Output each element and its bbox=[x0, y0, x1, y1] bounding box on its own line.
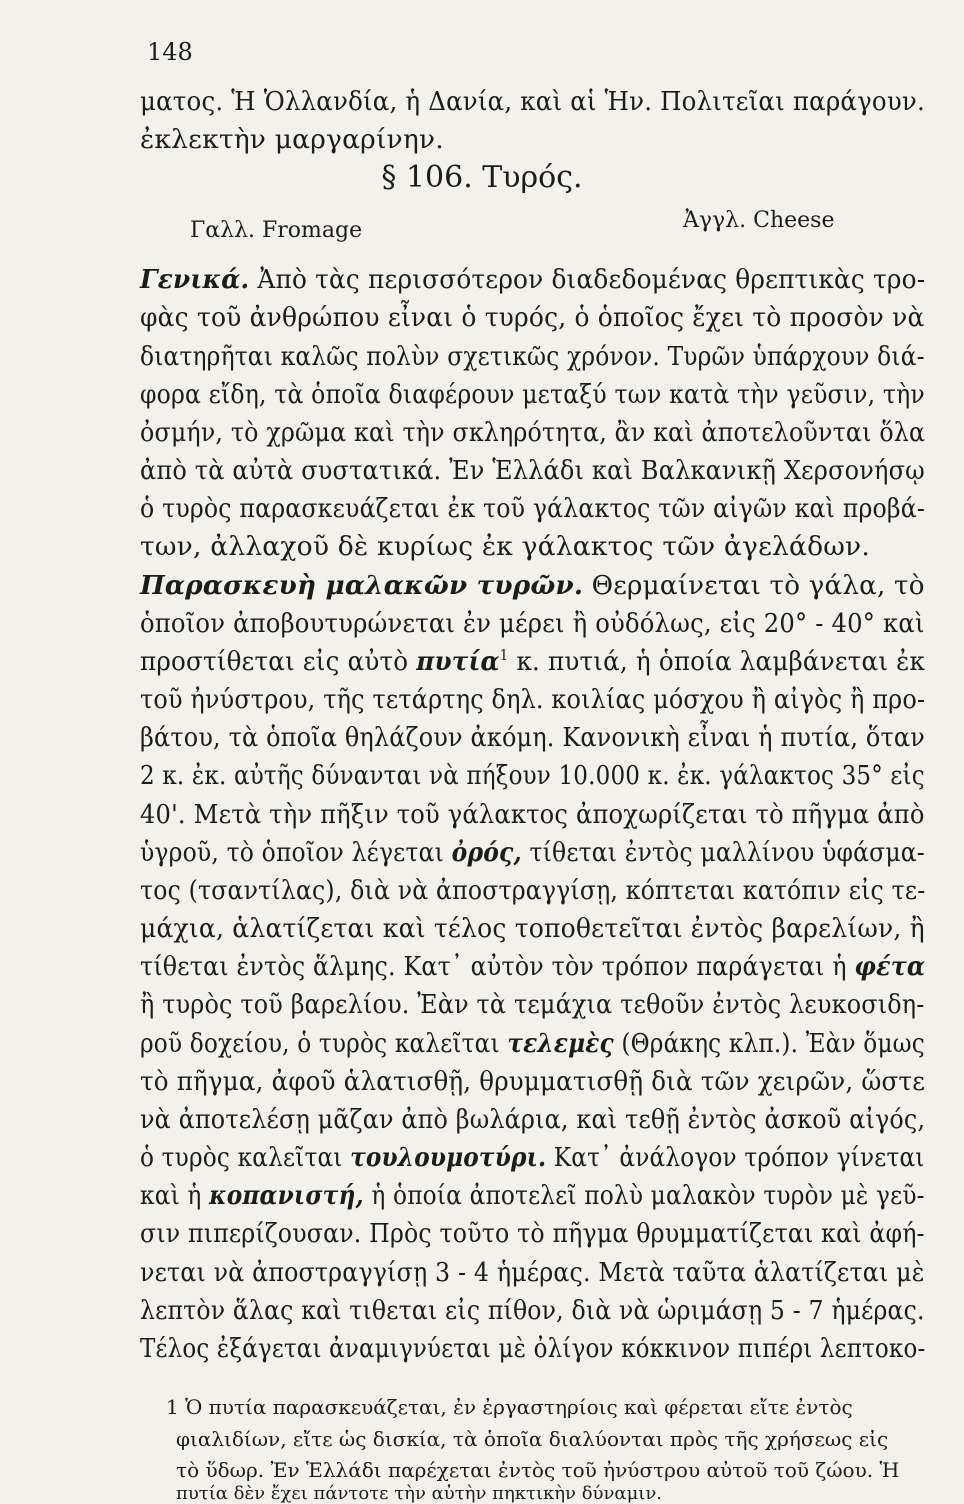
footnote-line: φιαλιδίων, εἴτε ὡς δισκία, τὰ ὁποῖα διαλύονται πρὸς τῆς χρήσεως εἰς bbox=[176, 1427, 889, 1451]
text-line: 40'. Μετὰ τὴν πῆξιν τοῦ γάλακτος ἀποχωρίζεται τὸ πῆγμα ἀπὸ bbox=[140, 799, 925, 830]
text-span: Ἀπὸ τὰς περισσότερον διαδεδομένας θρεπτικὰς τρο- bbox=[249, 264, 926, 295]
text-line: 2 κ. ἐκ. αὐτῆς δύνανται νὰ πήξουν 10.000 κ. ἐκ. γάλακτος 35° εἰς bbox=[140, 760, 925, 791]
text-line bbox=[140, 1028, 925, 1059]
paragraph-label: Γενικά. bbox=[140, 264, 250, 295]
term: τελεμὲς bbox=[507, 1028, 614, 1059]
text-line: φὰς τοῦ ἀνθρώπου εἶναι ὁ τυρός, ὁ ὁποῖος ἔχει τὸ προσὸν νὰ bbox=[140, 302, 925, 333]
text-line: ἢ τυρὸς τοῦ βαρελίου. Ἐὰν τὰ τεμάχια τεθοῦν ἐντὸς λευκοσιδη- bbox=[140, 989, 925, 1020]
text-span: (Θράκης κλπ.). Ἐὰν ὅμως bbox=[613, 1028, 925, 1059]
paragraph-label: Παρασκευὴ μαλακῶν τυρῶν. bbox=[140, 570, 584, 601]
text-line bbox=[140, 837, 925, 868]
footnote-line: πυτία δὲν ἔχει πάντοτε τὴν αὐτὴν πηκτικὴν δύναμιν. bbox=[176, 1483, 663, 1504]
text-span: ροῦ δοχείου, ὁ τυρὸς καλεῖται bbox=[140, 1028, 508, 1059]
term: ὀρός, bbox=[451, 837, 522, 868]
text-line: ὁποῖον ἀποβουτυρώνεται ἐν μέρει ἢ οὐδόλως, εἰς 20° - 40° καὶ bbox=[140, 608, 925, 639]
section-title: § 106. Τυρός. bbox=[381, 160, 583, 195]
text-line: τοῦ ἠνύστρου, τῆς τετάρτης δηλ. κοιλίας μόσχου ἢ αἰγὸς ἢ προ- bbox=[140, 684, 926, 715]
term: τουλουμοτύρι. bbox=[350, 1142, 547, 1173]
text-line: των, ἀλλαχοῦ δὲ κυρίως ἐκ γάλακτος τῶν ἀγελάδων. bbox=[140, 531, 870, 562]
text-line bbox=[140, 951, 925, 982]
text-span: κ. πυτιά, ἡ ὁποία λαμβάνεται ἐκ bbox=[508, 646, 926, 677]
text-line: τος (τσαντίλας), διὰ νὰ ἀποστραγγίσῃ, κόπτεται κατόπιν εἰς τε- bbox=[140, 875, 926, 906]
text-line: ματος. Ἡ Ὁλλανδία, ἡ Δανία, καὶ αἱ Ἡν. Πολιτεῖαι παράγουν. bbox=[140, 86, 925, 117]
text-line bbox=[140, 646, 925, 677]
text-line: νεται νὰ ἀποστραγγίσῃ 3 - 4 ἡμέρας. Μετὰ ταῦτα ἁλατίζεται μὲ bbox=[140, 1257, 925, 1288]
term: φέτα bbox=[854, 951, 926, 982]
footnote-marker: 1 bbox=[499, 647, 509, 665]
text-line: νὰ ἀποτελέσῃ μᾶζαν ἀπὸ βωλάρια, καὶ τεθῇ ἐντὸς ἀσκοῦ αἰγός, bbox=[140, 1104, 926, 1135]
text-line: λεπτὸν ἅλας καὶ τιθεται εἰς πίθον, διὰ νὰ ὡριμάσῃ 5 - 7 ἡμέρας. bbox=[140, 1295, 925, 1326]
text-span: τίθεται ἐντὸς μαλλίνου ὑφάσμα- bbox=[521, 837, 925, 868]
text-line: τὸ πῆγμα, ἀφοῦ ἁλατισθῇ, θρυμματισθῇ διὰ τῶν χειρῶν, ὥστε bbox=[140, 1066, 926, 1097]
term: πυτία bbox=[416, 646, 500, 677]
text-line bbox=[140, 264, 925, 295]
text-line: βάτου, τὰ ὁποῖα θηλάζουν ἀκόμη. Κανονικὴ εἶναι ἡ πυτία, ὅταν bbox=[140, 722, 925, 753]
text-line: φορα εἴδη, τὰ ὁποῖα διαφέρουν μεταξύ των κατὰ τὴν γεῦσιν, τὴν bbox=[140, 379, 925, 410]
french-term: Γαλλ. Fromage bbox=[190, 218, 363, 243]
text-span: τίθεται ἐντὸς ἅλμης. Κατ᾽ αὐτὸν τὸν τρόπον παράγεται ἡ bbox=[140, 951, 855, 982]
text-span: ὑγροῦ, τὸ ὁποῖον λέγεται bbox=[140, 837, 452, 868]
text-line: ἀπὸ τὰ αὐτὰ συστατικά. Ἐν Ἑλλάδι καὶ Βαλκανικῇ Χερσονήσῳ bbox=[140, 455, 925, 486]
text-span: ἡ ὁποία ἀποτελεῖ πολὺ μαλακὸν τυρὸν μὲ γεῦ- bbox=[363, 1180, 925, 1211]
text-line: ἐκλεκτὴν μαργαρίνην. bbox=[140, 124, 444, 155]
footnote-line: τὸ ὕδωρ. Ἐν Ἑλλάδι παρέχεται ἐντὸς τοῦ ἠνύστρου αὐτοῦ τοῦ ζώου. Ἡ bbox=[176, 1458, 900, 1482]
text-span: Κατ᾽ ἀνάλογον τρόπον γίνεται bbox=[546, 1142, 925, 1173]
footnote-line: 1 Ὁ πυτία παρασκευάζεται, ἐν ἐργαστηρίοις καὶ φέρεται εἴτε ἐντὸς bbox=[166, 1395, 853, 1419]
text-line: Τέλος ἐξάγεται ἀναμιγνύεται μὲ ὀλίγον κόκκινον πιπέρι λεπτοκο- bbox=[140, 1333, 926, 1364]
text-line: σιν πιπερίζουσαν. Πρὸς τοῦτο τὸ πῆγμα θρυμματίζεται καὶ ἀφή- bbox=[140, 1218, 925, 1249]
page-number: 148 bbox=[147, 38, 193, 66]
text-line: διατηρῆται καλῶς πολὺν σχετικῶς χρόνον. Τυρῶν ὑπάρχουν διά- bbox=[140, 341, 925, 372]
text-line bbox=[140, 1142, 925, 1173]
text-line bbox=[140, 1180, 925, 1211]
text-span: καὶ ἡ bbox=[140, 1180, 210, 1211]
text-span: ὁ τυρὸς καλεῖται bbox=[140, 1142, 351, 1173]
text-line bbox=[140, 570, 925, 601]
term: κοπανιστή, bbox=[209, 1180, 364, 1211]
text-line: ὁ τυρὸς παρασκευάζεται ἐκ τοῦ γάλακτος τῶν αἰγῶν καὶ προβά- bbox=[140, 493, 926, 524]
text-line: ὀσμήν, τὸ χρῶμα καὶ τὴν σκληρότητα, ἂν καὶ ἀποτελοῦνται ὅλα bbox=[140, 417, 926, 448]
english-term: Ἀγγλ. Cheese bbox=[683, 208, 835, 233]
text-span: προστίθεται εἰς αὐτὸ bbox=[140, 646, 417, 677]
text-line: μάχια, ἁλατίζεται καὶ τέλος τοποθετεῖται ἐντὸς βαρελίων, ἢ bbox=[140, 913, 925, 944]
text-span: Θερμαίνεται τὸ γάλα, τὸ bbox=[583, 570, 925, 601]
